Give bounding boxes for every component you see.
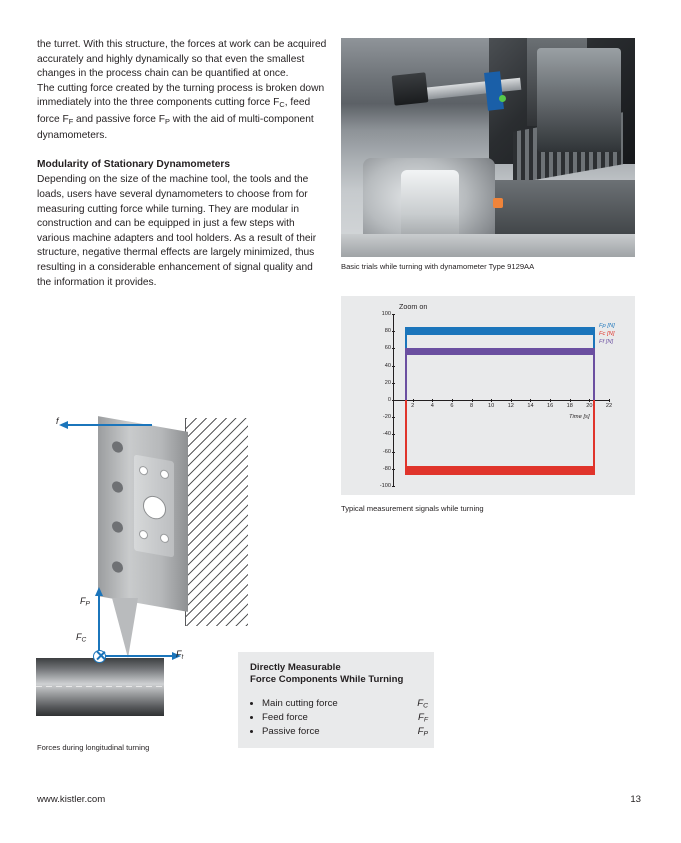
photo-tool-holder	[392, 72, 429, 105]
footer-website-link[interactable]: www.kistler.com	[37, 794, 106, 805]
chart-y-tick: -60	[371, 449, 391, 455]
diagram-bolt-hole	[139, 529, 148, 540]
list-item	[262, 725, 428, 739]
diagram-center-line	[36, 686, 164, 687]
label-feed: f	[56, 416, 59, 426]
chart-y-tick: 80	[371, 328, 391, 334]
chart-y-tick: 60	[371, 345, 391, 351]
photo-workpiece	[401, 170, 459, 244]
paragraph-2-part-3: and passive force F	[73, 113, 165, 125]
diagram-hatched-wall	[185, 418, 248, 626]
chart-y-tick: 100	[371, 311, 391, 317]
paragraph-2	[37, 82, 327, 144]
chart-y-tick: 40	[371, 363, 391, 369]
photo-green-indicator	[499, 95, 506, 102]
chart-series-ff	[405, 348, 594, 354]
label-cutting-force: $F_C$	[76, 632, 87, 644]
machine-photo	[341, 38, 635, 257]
chart-y-tick: -100	[371, 483, 391, 489]
photo-caption: Basic trials while turning with dynamometer Type 9129AA	[341, 262, 535, 271]
chart-caption: Typical measurement signals while turning	[341, 504, 484, 513]
chart-series-falling-edge	[593, 348, 595, 400]
chart-x-tick: 16	[542, 403, 558, 409]
chart-x-tick: 6	[444, 403, 460, 409]
chart-plot-area	[379, 311, 613, 489]
chart-x-tick: 4	[424, 403, 440, 409]
diagram-bolt-hole	[160, 533, 169, 544]
diagram-bolt-hole	[160, 469, 169, 480]
chart-x-tick: 20	[581, 403, 597, 409]
arrow-head	[95, 587, 103, 596]
diagram-bolt-hole	[139, 465, 148, 476]
chart-series-rising-edge	[405, 348, 407, 400]
list-item-label: Passive force	[262, 725, 320, 737]
chart-legend	[599, 322, 615, 346]
list-item-symbol: $F_C$	[417, 697, 428, 710]
label-passive-force: $F_P$	[80, 596, 90, 608]
paragraph-3: Depending on the size of the machine tool, the tools and the loads, users have several dynamometers to choose from for measuring cutting force while turning. They are modular in construction and can be equipped in just a few steps with various machine adapters and tool holders. As a result of their structure, negative thermal effects are largely minimized, thus resulting in a considerable enhancement of signal quality and the information it provides.	[37, 174, 317, 288]
chart-y-tick: 0	[371, 397, 391, 403]
chart-y-tick: 20	[371, 380, 391, 386]
label-tangential-force: $F_t$	[176, 649, 184, 661]
chart-series-rising-edge	[405, 400, 407, 475]
info-box-title-line1: Directly Measurable	[250, 662, 341, 673]
paragraph-1: the turret. With this structure, the forces at work can be acquired accurately and highly dynamically so that even the smallest changes in the process chain can be quantified at once.	[37, 39, 327, 80]
diagram-hole	[112, 441, 123, 454]
subscript-c: C	[279, 100, 285, 110]
info-box-title-line2: Force Components While Turning	[250, 674, 404, 686]
legend-item-fp: Fp [N]	[599, 323, 615, 329]
list-item	[262, 711, 428, 725]
list-item-symbol: $F_P$	[417, 725, 428, 738]
arrow-head	[59, 421, 68, 429]
legend-item-fc: Fc [N]	[599, 331, 615, 337]
chart-x-axis-label: Time [s]	[569, 414, 590, 420]
chart-x-tick: 14	[522, 403, 538, 409]
diagram-workpiece	[36, 658, 164, 716]
chart-x-tick: 10	[483, 403, 499, 409]
force-diagram	[30, 410, 260, 740]
chart-x-tick: 18	[562, 403, 578, 409]
chart-series-fp	[405, 327, 594, 335]
subscript-f: F	[68, 116, 74, 126]
paragraph-2-part-4: with the aid of multi-component dynamometers.	[37, 113, 314, 142]
chart-title: Zoom on	[399, 302, 428, 311]
list-item	[262, 697, 428, 711]
chart-y-tick: -40	[371, 431, 391, 437]
chart-series-falling-edge	[593, 400, 595, 475]
marker-cutting-force	[93, 650, 106, 663]
info-box	[238, 652, 434, 748]
legend-item-ff: Ff [N]	[599, 339, 614, 345]
chart-y-tick: -20	[371, 414, 391, 420]
photo-orange-marker	[493, 198, 503, 208]
arrow-tangential-force	[100, 655, 172, 657]
photo-turret	[537, 48, 621, 152]
page-number: 13	[630, 794, 641, 805]
chart-series-fc	[405, 466, 594, 475]
list-item-label: Main cutting force	[262, 697, 338, 709]
paragraph-2-part-2: , feed force F	[37, 97, 311, 125]
info-box-title	[238, 652, 434, 687]
photo-foreground	[341, 234, 635, 257]
chart-x-tick: 22	[601, 403, 617, 409]
subscript-p: P	[164, 116, 170, 126]
section-heading: Modularity of Stationary Dynamometers	[37, 158, 231, 170]
chart-x-tick: 12	[503, 403, 519, 409]
paragraph-2-part-1: The cutting force created by the turning process is broken down immediately into the three components cutting force F	[37, 82, 325, 109]
chart-x-tick: 2	[405, 403, 421, 409]
chart-y-tick: -80	[371, 466, 391, 472]
arrow-passive-force	[98, 596, 100, 656]
arrow-feed	[68, 424, 152, 426]
list-item-label: Feed force	[262, 711, 308, 723]
list-item-symbol: $F_F$	[417, 711, 428, 724]
body-text-column	[37, 38, 327, 290]
diagram-hole	[112, 481, 123, 494]
diagram-hole	[112, 521, 123, 534]
diagram-cutting-tool	[112, 598, 138, 658]
info-box-list	[238, 697, 434, 739]
measurement-chart	[341, 296, 635, 495]
diagram-tool-holder-plate	[134, 454, 174, 557]
chart-x-axis	[393, 400, 609, 401]
diagram-center-bore	[143, 494, 166, 521]
diagram-hole	[112, 561, 123, 574]
diagram-caption: Forces during longitudinal turning	[37, 743, 150, 752]
chart-x-tick: 8	[464, 403, 480, 409]
